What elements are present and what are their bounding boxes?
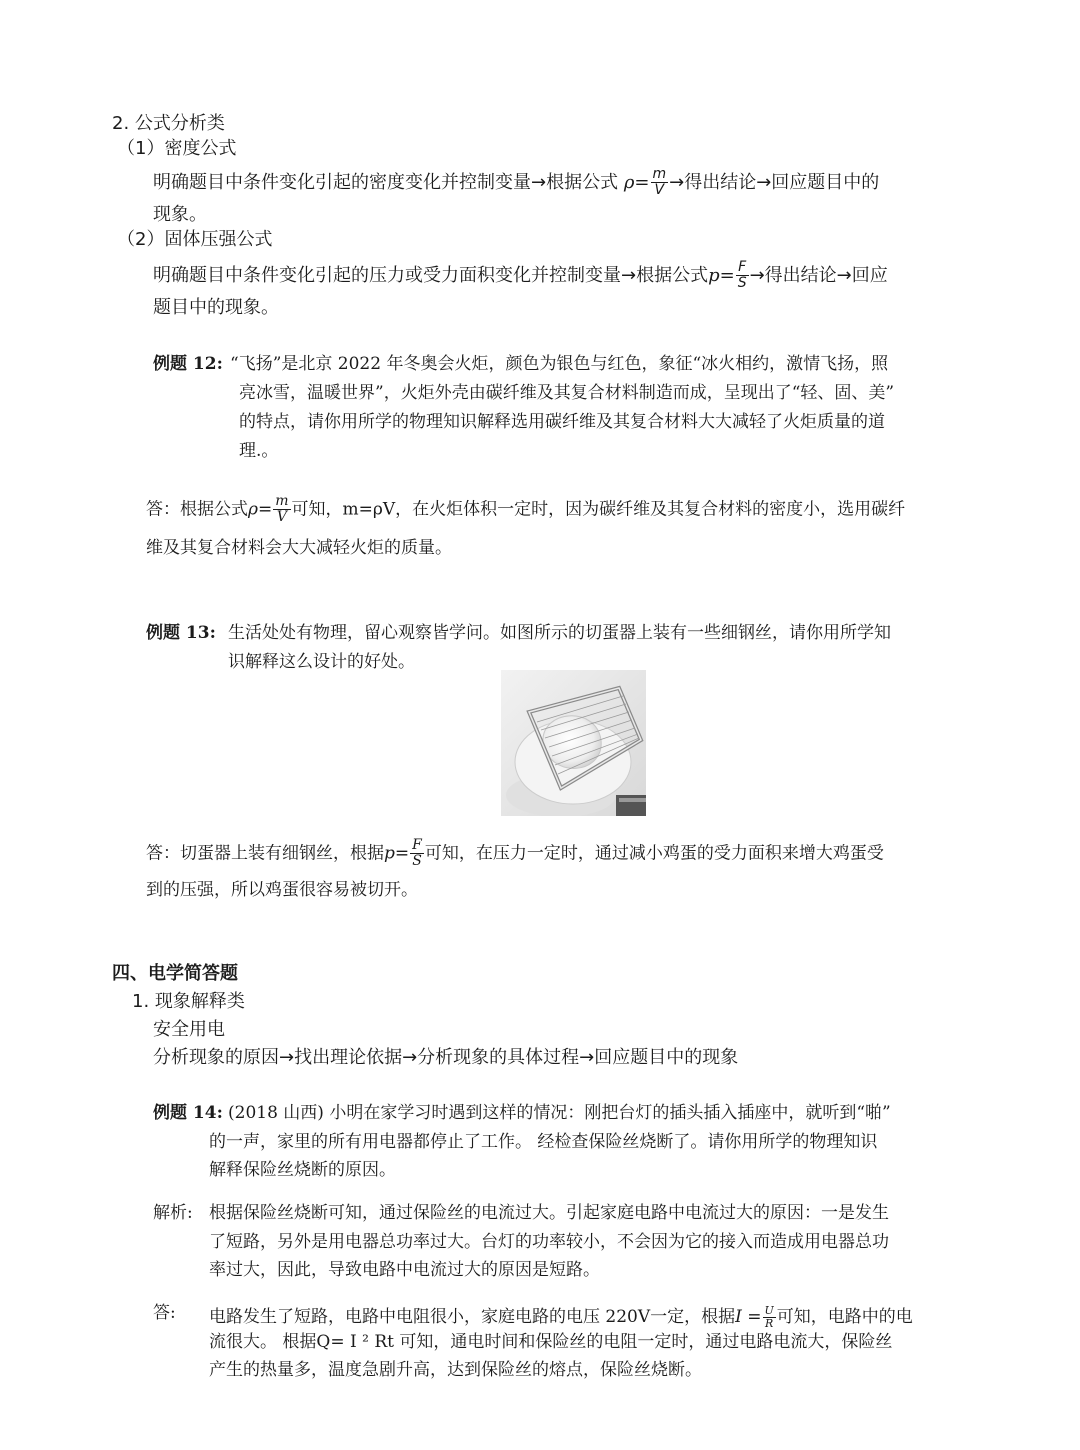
density-method-text-end: →得出结论→回应题目中的 xyxy=(669,171,880,193)
pressure-fraction: $\frac{F}{S}$ xyxy=(412,837,422,870)
answer-14-label: 答: xyxy=(153,1303,176,1323)
answer-14-line-1-end: 可知，电路中的电 xyxy=(776,1307,913,1328)
topic-electrical-safety: 安全用电 xyxy=(153,1019,225,1040)
answer-12-line-2: 维及其复合材料会大大减轻火炬的质量。 xyxy=(146,538,452,558)
ohms-law-fraction: $\frac{U}{R}$ xyxy=(764,1304,774,1331)
answer-14-line-1 xyxy=(209,1305,913,1330)
analysis-14-line-1: 根据保险丝烧断可知，通过保险丝的电流过大。引起家庭电路中电流过大的原因：一是发生 xyxy=(209,1203,889,1223)
analysis-14-label: 解析: xyxy=(153,1203,193,1223)
answer-14-line-1-text: 电路发生了短路，电路中电阻很小，家庭电路的电压 220V一定，根据 xyxy=(209,1307,736,1328)
subheading-phenomenon-explanation: 1. 现象解释类 xyxy=(132,991,245,1012)
density-method-text: 明确题目中条件变化引起的密度变化并控制变量→根据公式 xyxy=(153,171,619,193)
egg-slicer-image xyxy=(501,670,646,816)
example-12-line-4: 理.。 xyxy=(239,441,279,461)
example-12-label: 例题 12: xyxy=(153,354,223,374)
pressure-fraction: $\frac{F}{S}$ xyxy=(737,259,747,292)
answer-13-line-2: 到的压强，所以鸡蛋很容易被切开。 xyxy=(146,880,418,900)
pressure-method-text-end: →得出结论→回应 xyxy=(749,264,888,286)
rho-symbol: ρ= xyxy=(248,499,273,520)
example-13-label: 例题 13: xyxy=(146,623,216,643)
density-method-line-2: 现象。 xyxy=(153,204,207,225)
analysis-flow-steps: 分析现象的原因→找出理论依据→分析现象的具体过程→回应题目中的现象 xyxy=(153,1047,739,1068)
density-method-line-1 xyxy=(153,167,879,199)
example-13-line-1: 生活处处有物理，留心观察皆学问。如图所示的切蛋器上装有一些细钢丝，请你用所学知 xyxy=(228,623,891,643)
answer-12-rest: 可知，m=ρV，在火炬体积一定时，因为碳纤维及其复合材料的密度小，选用碳纤 xyxy=(291,499,906,520)
example-12-line-2: 亮冰雪，温暖世界”，火炬外壳由碳纤维及其复合材料制造而成，呈现出了“轻、固、美” xyxy=(239,383,895,403)
p-symbol: p= xyxy=(708,264,735,286)
example-12-line-1: “飞扬”是北京 2022 年冬奥会火炬，颜色为银色与红色，象征“冰火相约，激情飞扬，照 xyxy=(230,354,889,374)
pressure-method-line-2: 题目中的现象。 xyxy=(153,297,279,318)
section-heading-electricity: 四、电学简答题 xyxy=(112,963,238,984)
analysis-14-line-2: 了短路，另外是用电器总功率过大。台灯的功率较小，不会因为它的接入而造成用电器总功 xyxy=(209,1232,889,1252)
answer-13-line-1 xyxy=(146,838,884,870)
example-14-line-3: 解释保险丝烧断的原因。 xyxy=(209,1160,396,1180)
answer-14-line-3: 产生的热量多，温度急剧升高，达到保险丝的熔点，保险丝烧断。 xyxy=(209,1360,702,1380)
answer-13-rest: 可知，在压力一定时，通过减小鸡蛋的受力面积来增大鸡蛋受 xyxy=(424,843,884,864)
example-14-label: 例题 14: xyxy=(153,1103,223,1123)
egg-slicer-illustration xyxy=(501,670,646,816)
example-14-line-1: (2018 山西) 小明在家学习时遇到这样的情况：刚把台灯的插头插入插座中，就听到“啪” xyxy=(228,1103,891,1123)
example-13-line-2: 识解释这么设计的好处。 xyxy=(228,652,415,672)
answer-12-prefix: 答：根据公式 xyxy=(146,499,248,520)
example-14-line-2: 的一声，家里的所有用电器都停止了工作。 经检查保险丝烧断了。请你用所学的物理知识 xyxy=(209,1132,878,1152)
subheading-pressure-formula: （2）固体压强公式 xyxy=(117,229,273,250)
rho-symbol: ρ= xyxy=(623,171,650,193)
density-fraction: $\frac{m}{V}$ xyxy=(275,493,289,526)
section-heading-formula-analysis: 2. 公式分析类 xyxy=(112,113,225,134)
density-fraction: $\frac{m}{V}$ xyxy=(652,166,667,199)
pressure-method-line-1 xyxy=(153,260,888,292)
answer-14-line-2: 流很大。 根据Q= I ² Rt 可知，通电时间和保险丝的电阻一定时，通过电路电流大，保险丝 xyxy=(209,1332,893,1352)
answer-12-line-1 xyxy=(146,494,905,526)
p-symbol: p= xyxy=(384,843,410,864)
answer-13-prefix: 答：切蛋器上装有细钢丝，根据 xyxy=(146,843,384,864)
analysis-14-line-3: 率过大，因此，导致电路中电流过大的原因是短路。 xyxy=(209,1260,600,1280)
example-12-line-3: 的特点，请你用所学的物理知识解释选用碳纤维及其复合材料大大减轻了火炬质量的道 xyxy=(239,412,885,432)
pressure-method-text: 明确题目中条件变化引起的压力或受力面积变化并控制变量→根据公式 xyxy=(153,264,709,286)
current-symbol: I = xyxy=(735,1307,762,1328)
subheading-density-formula: （1）密度公式 xyxy=(117,138,237,159)
